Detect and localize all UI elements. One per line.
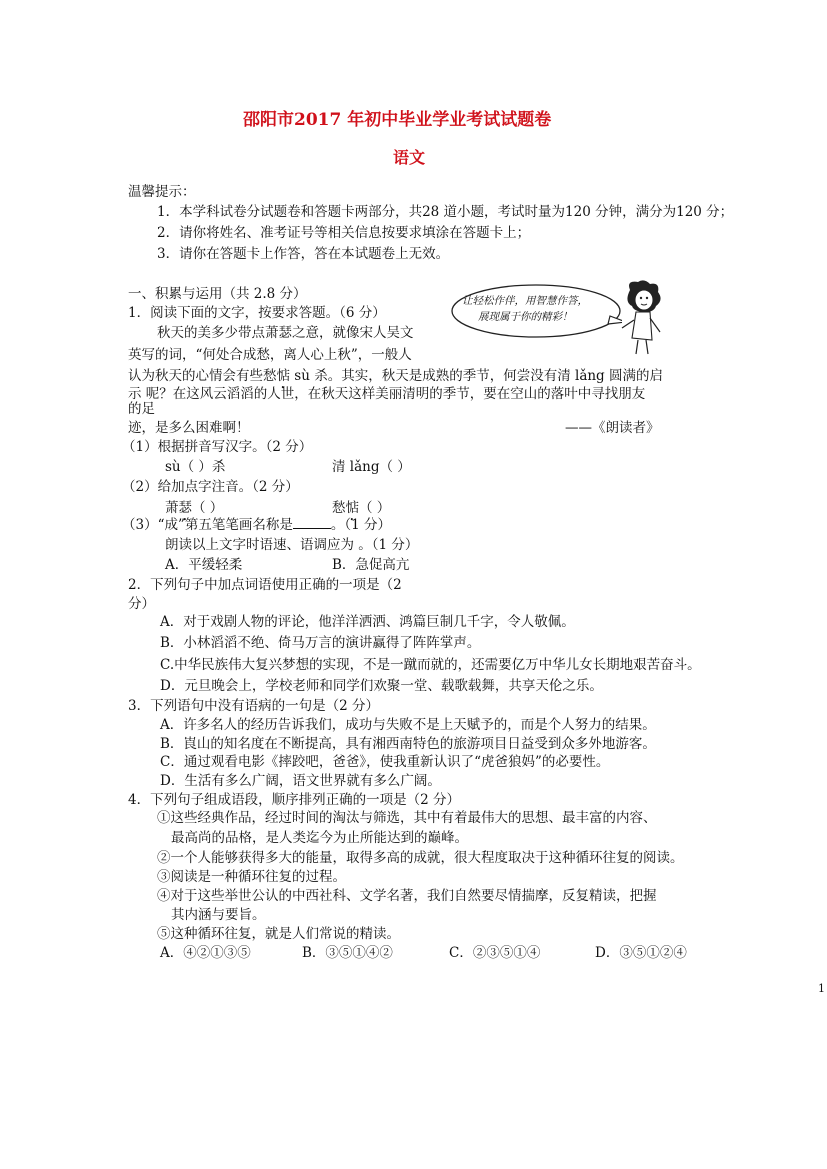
q4-stem: 4．下列句子组成语段，顺序排列正确的一项是（2 分） <box>128 792 460 808</box>
exam-title: 邵阳市2017 年初中毕业学业考试试题卷 <box>243 110 552 130</box>
page-number: 1 <box>818 982 825 995</box>
q4-option-c: C．②③⑤①④ <box>449 945 541 961</box>
q2-option-a: A．对于戏剧人物的评论，他洋洋洒洒、鸿篇巨制几千字，令人敬佩。 <box>160 614 575 630</box>
q1-source: ——《朗读者》 <box>565 420 660 436</box>
q1-sub2-b: 愁惦（ ） <box>332 500 391 516</box>
q4-option-b: B．③⑤①④② <box>302 945 393 961</box>
q3-stem: 3．下列语句中没有语病的一句是（2 分） <box>128 698 379 714</box>
q1-sub1-a: sù（ ）杀 <box>165 459 226 475</box>
q4-sentence-5: ⑤这种循环往复，就是人们常说的精读。 <box>157 926 400 942</box>
q1-passage-line2: 英写的词，“何处合成愁，离人心上秋”，一般人 <box>128 347 412 363</box>
q3-option-b: B．崀山的知名度在不断提高，具有湘西南特色的旅游项目日益受到众多外地游客。 <box>160 736 656 752</box>
q2-option-c: C.中华民族伟大复兴梦想的实现，不是一蹴而就的，还需要亿万中华儿女长期地艰苦奋斗。 <box>160 657 701 673</box>
q1-stem: 1．阅读下面的文字，按要求答题。（6 分） <box>128 305 386 321</box>
q2-stem-line2: 分） <box>128 596 155 612</box>
tip-3: 3．请你在答题卡上作答，答在本试题卷上无效。 <box>157 246 450 262</box>
q1-passage-line6: 迹，是多么困难啊！ <box>128 420 250 436</box>
q4-sentence-2: ②一个人能够获得多大的能量，取得多高的成就，很大程度取决于这种循环往复的阅读。 <box>157 850 684 866</box>
q1-sub4-b: B．急促高亢 <box>332 557 410 573</box>
q1-sub3-blank <box>293 528 331 529</box>
q4-sentence-4-line2: 其内涵与要旨。 <box>171 907 266 923</box>
q1-sub2-a: 萧瑟（ ） <box>165 500 224 516</box>
tip-1: 1．本学科试卷分试题卷和答题卡两部分，共28 道小题，考试时量为120 分钟，满分为120 分； <box>157 204 734 220</box>
tip-2: 2．请你将姓名、准考证号等相关信息按要求填涂在答题卡上； <box>157 225 531 241</box>
q3-option-c: C．通过观看电影《摔跤吧，爸爸》，使我重新认识了“虎爸狼妈”的必要性。 <box>160 754 610 770</box>
q1-sub3: （3）“成”第五笔笔画名称是 。（1 分） <box>122 517 392 533</box>
cartoon-caption-line2: 展现属于你的精彩！ <box>478 311 573 323</box>
q1-passage-line3: 认为秋天的心情会有些愁惦 sù 杀。其实，秋天是成熟的季节，何尝没有清 lǎng 圆满的启 <box>128 368 663 384</box>
q1-sub1-label: （1）根据拼音写汉字。（2 分） <box>122 439 313 455</box>
q4-option-a: A．④②①③⑤ <box>160 945 251 961</box>
q2-option-b: B．小林滔滔不绝、倚马万言的演讲赢得了阵阵掌声。 <box>160 635 481 651</box>
q3-option-d: D．生活有多么广阔，语文世界就有多么广阔。 <box>160 773 441 789</box>
tips-heading: 温馨提示： <box>128 184 196 200</box>
subject-title: 语文 <box>393 148 426 167</box>
q4-option-d: D．③⑤①②④ <box>595 945 687 961</box>
q1-sub4: 朗读以上文字时语速、语调应为 。（1 分） <box>165 537 419 553</box>
q1-passage-line4: 示 呢？在这风云滔滔的人世，在秋天这样美丽清明的季节，要在空山的落叶中寻找朋友 <box>128 386 646 402</box>
q1-sub2-label: （2）给加点字注音。（2 分） <box>122 479 299 495</box>
q4-sentence-1-line2: 最高尚的品格，是人类迄今为止所能达到的巅峰。 <box>171 830 468 846</box>
cartoon-caption-line1: 让轻松作伴，用智慧作答， <box>462 295 588 307</box>
q1-sub4-a: A．平缓轻柔 <box>165 557 243 573</box>
q1-sub1-b: 清 lǎng（ ） <box>332 459 411 475</box>
q4-sentence-4-line1: ④对于这些举世公认的中西社科、文学名著，我们自然要尽情揣摩，反复精读，把握 <box>157 888 657 904</box>
q4-sentence-1-line1: ①这些经典作品，经过时间的淘汰与筛选，其中有着最伟大的思想、最丰富的内容、 <box>157 810 657 826</box>
q4-sentence-3: ③阅读是一种循环往复的过程。 <box>157 869 346 885</box>
q3-option-a: A．许多名人的经历告诉我们，成功与失败不是上天赋予的，而是个人努力的结果。 <box>160 717 656 733</box>
section-heading: 一、积累与运用（共 2.8 分） <box>128 286 307 302</box>
girl-cartoon-icon <box>620 278 666 356</box>
q2-option-d: D．元旦晚会上，学校老师和同学们欢聚一堂、载歌载舞，共享天伦之乐。 <box>160 678 603 694</box>
q2-stem-line1: 2．下列句子中加点词语使用正确的一项是（2 <box>128 577 402 593</box>
q1-passage-line5: 的足 <box>128 401 155 417</box>
q1-passage-line1: 秋天的美多少带点萧瑟之意，就像宋人吴文 <box>157 325 414 341</box>
